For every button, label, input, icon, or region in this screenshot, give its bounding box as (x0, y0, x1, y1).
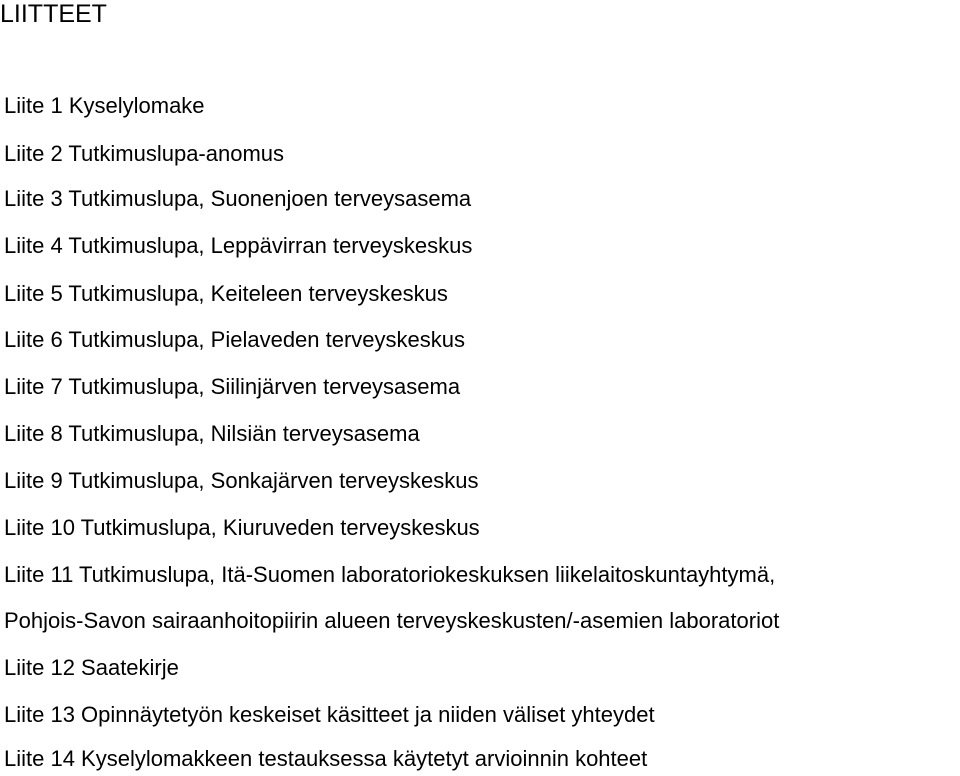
appendix-item-10: Liite 10 Tutkimuslupa, Kiuruveden terveyskeskus (4, 515, 480, 540)
appendix-item-6: Liite 6 Tutkimuslupa, Pielaveden terveyskeskus (4, 327, 466, 352)
appendix-item-9: Liite 9 Tutkimuslupa, Sonkajärven terveyskeskus (4, 468, 479, 493)
appendix-item-11: Liite 11 Tutkimuslupa, Itä-Suomen laboratoriokeskuksen liikelaitoskuntayhtymä, (4, 562, 776, 587)
appendix-item-14: Liite 14 Kyselylomakkeen testauksessa käytetyt arvioinnin kohteet (4, 746, 648, 771)
page-title: LIITTEET (0, 0, 107, 28)
appendix-item-11-continued: Pohjois-Savon sairaanhoitopiirin alueen terveyskeskusten/-asemien laboratoriot (4, 608, 780, 633)
appendix-item-13: Liite 13 Opinnäytetyön keskeiset käsitteet ja niiden väliset yhteydet (4, 702, 655, 727)
appendix-item-3: Liite 3 Tutkimuslupa, Suonenjoen terveysasema (4, 186, 472, 211)
appendix-item-7: Liite 7 Tutkimuslupa, Siilinjärven terveysasema (4, 374, 461, 399)
appendix-item-5: Liite 5 Tutkimuslupa, Keiteleen terveyskeskus (4, 281, 448, 306)
appendix-item-4: Liite 4 Tutkimuslupa, Leppävirran terveyskeskus (4, 233, 473, 258)
appendix-item-12: Liite 12 Saatekirje (4, 655, 179, 680)
appendix-item-2: Liite 2 Tutkimuslupa-anomus (4, 141, 285, 166)
appendix-item-8: Liite 8 Tutkimuslupa, Nilsiän terveysasema (4, 421, 420, 446)
appendix-item-1: Liite 1 Kyselylomake (4, 93, 205, 118)
